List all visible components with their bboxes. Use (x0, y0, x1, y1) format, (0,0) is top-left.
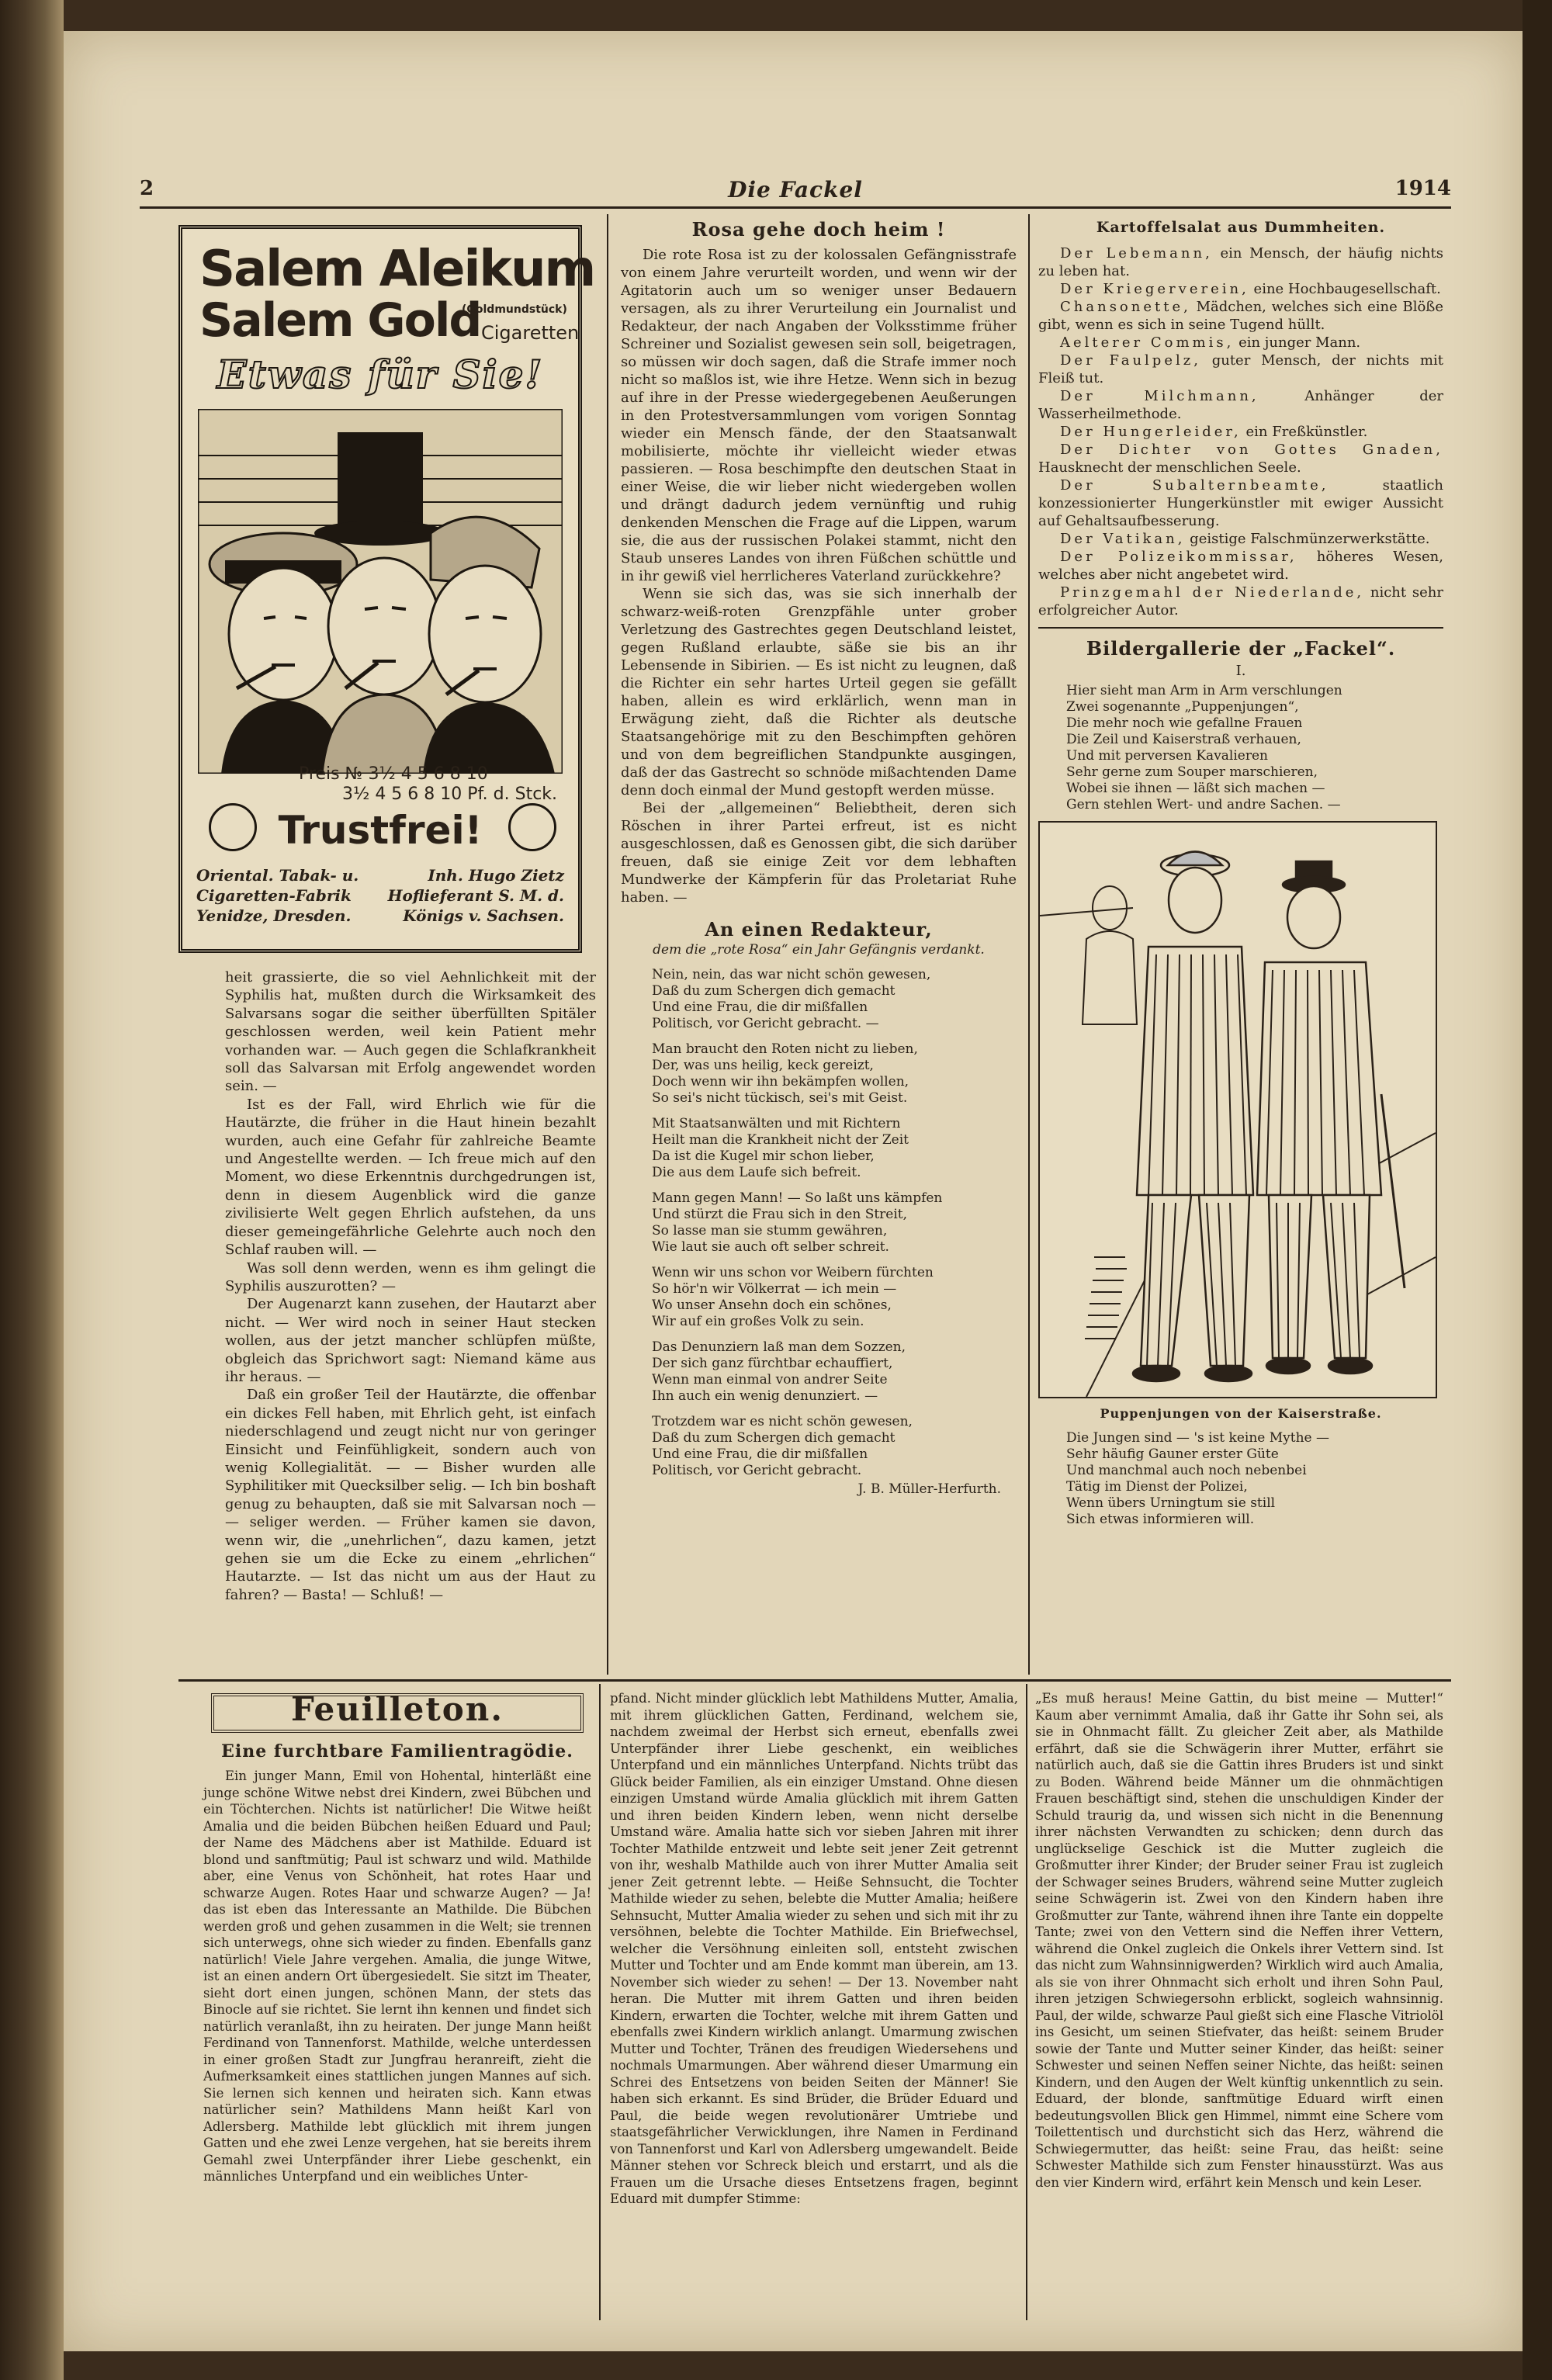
kartoffel-entry (1038, 476, 1443, 530)
three-smoking-men-illustration (198, 409, 563, 774)
feuilleton-column3 (1035, 1690, 1443, 2191)
kartoffel-entry (1038, 352, 1443, 387)
kartoffel-definition: Hausknecht der menschlichen Seele. (1038, 459, 1301, 476)
kartoffel-entry (1038, 334, 1443, 352)
kartoffel-entry (1038, 548, 1443, 584)
poem-line: Hier sieht man Arm in Arm verschlungen (1066, 683, 1342, 698)
poem-line: Doch wenn wir ihn bekämpfen wollen, (652, 1074, 909, 1090)
poem-stanza (621, 1339, 1017, 1405)
feuilleton-text: „Es muß heraus! Meine Gattin, du bist meine — Mutter!“ Kaum aber vernimmt Amalia, daß ihr Gatte ihr Sohn sei, als sie in Ohnmacht fällt. Zu gleicher Zeit aber, als Mathilde erfährt, daß sie die Schwägerin ihrer Mutter, erfährt sie natürlich auch, daß sie die Gattin ihres Bruders ist und sinkt zu Boden. Während beide Männer um die ohnmächtigen Frauen beschäftigt sind, stehen die unschuldigen Kinder der Schuld traurig da, und wissen sich nicht in die Benennung ihrer nächsten Verwandten zu schicken; denn durch das unglückselige Geschick ist die Mutter zugleich die Großmutter ihrer Kinder; der Bruder seiner Frau ist zugleich der Schwager seines Bruders, während seine Mutter zugleich seine Schwägerin ist. Zwei von den Kindern haben ihre Großmutter zur Tante, während ihnen ihre Tante ein doppelte Tante; zwei von den Vettern sind die Neffen ihrer Vettern, während die Onkel zugleich die Onkels ihrer Vettern sind. Ist das nicht zum Wahnsinnigwerden? Wirklich wird auch Amalia, als sie von ihrer Ohnmacht sich erholt und ihren Sohn Paul, ihren jetzigen Schwiegersohn erblickt, sogleich wahnsinnig. Paul, der wilde, schwarze Paul gießt sich eine Flasche Vitriolöl ins Gesicht, um seinen Stiefvater, das heißt: seinem Bruder sowie der Tante und Mutter seiner Kinder, das heißt: seiner Schwester und seinen Neffen seiner Nichte, das heißt: seinen Kindern, und den Augen der Welt künftig unkenntlich zu sein. Eduard, der blonde, sanftmütige Eduard wirft einen bedeutungsvollen Blick gen Himmel, nimmt eine Schere vom Toilettentisch und durchsticht sich das Herz, während die Schwiegermutter, das heißt: seine Frau, das heißt: seine Schwester Mathilde sich zum Fenster hinausstürzt. Was aus den vier Kindern wird, erfährt kein Mensch und kein Leser. (1035, 1691, 1443, 2190)
poem-line: Wir auf ein großes Volk zu sein. (652, 1314, 864, 1329)
page-year: 1914 (1394, 177, 1451, 200)
kartoffel-definition: ein Mensch, der häufig nichts zu leben hat. (1038, 245, 1443, 279)
kartoffel-term: Der Faulpelz, (1060, 352, 1201, 369)
poem-stanza (621, 1041, 1017, 1107)
feuilleton-title: Feuilleton. (291, 1690, 504, 1728)
poem-line: Sehr häufig Gauner erster Güte (1066, 1446, 1279, 1462)
poem-line: Nein, nein, das war nicht schön gewesen, (652, 967, 931, 982)
poem-line: Wenn wir uns schon vor Weibern fürchten (652, 1265, 934, 1280)
kartoffel-term: Der Vatikan, (1060, 531, 1186, 547)
poem-stanza (621, 1265, 1017, 1330)
bildergallerie-heading: Bildergallerie der „Fackel“. (1086, 637, 1396, 660)
ad-brand-note: (Goldmundstück) (462, 303, 567, 316)
column-rule-2 (1028, 214, 1030, 1675)
kartoffel-entry (1038, 298, 1443, 334)
poem-line: Das Denunziern laß man dem Sozzen, (652, 1339, 906, 1355)
col1-paragraph: Daß ein großer Teil der Hautärzte, die offenbar ein dickes Fell haben, mit Ehrlich geht, ist einfach niederschlagend und zeugt nicht nur von geringer Einsicht und Feinfühligkeit, sondern auch von wenig Kollegialität. — — Bisher wurden alle Syphilitiker mit Quecksilber selig. — Ich bin boshaft genug zu behaupten, daß sie mit Salvarsan noch — — seliger werden. — Früher kamen sie davon, wenn wir, die „unehrlichen“, dazu kamen, jetzt gehen sie um die Ecke zu einem „ehrlichen“ Hautarzte. — Ist das nicht um aus der Haut zu fahren? — Basta! — Schluß! — (225, 1387, 596, 1603)
poem-line: Sehr gerne zum Souper marschieren, (1066, 764, 1318, 780)
poem-line: So hör'n wir Völkerrat — ich mein — (652, 1281, 897, 1297)
kartoffel-rule (1038, 627, 1443, 629)
poem-line: Mit Staatsanwälten und mit Richtern (652, 1116, 901, 1131)
feuilleton-column2 (610, 1690, 1018, 2208)
kartoffel-term: Der Hungerleider, (1060, 424, 1242, 440)
kartoffel-term: Prinzgemahl der Niederlande, (1060, 584, 1365, 601)
ad-cigaretten: Cigaretten (481, 322, 580, 344)
header-rule (140, 206, 1451, 209)
col1-paragraph: Ist es der Fall, wird Ehrlich wie für die Hautärzte, die früher in die Haut hinein bezahlt wurden, auch eine Gefahr für zahlreiche Beamte und Angestellte werden. — Ich freue mich auf den Moment, wo diese Erkenntnis durchgedrungen ist, denn in diesem Augenblick wird die ganze zivilisierte Welt gegen Ehrlich aufstehen, da uns dieser gemeingefährliche Gelehrte auch noch den Schlaf rauben will. — (225, 1096, 596, 1259)
redakteur-signature: J. B. Müller-Herfurth. (857, 1481, 1001, 1497)
kartoffel-entry (1038, 441, 1443, 476)
poem-stanza (621, 967, 1017, 1032)
kartoffel-term: Der Polizeikommissar, (1060, 549, 1297, 565)
poem-line: Und manchmal auch noch nebenbei (1066, 1463, 1307, 1478)
kartoffel-definition: ein Freßkünstler. (1245, 424, 1368, 440)
poem-stanza (621, 1190, 1017, 1256)
redakteur-subheading: dem die „rote Rosa“ ein Jahr Gefängnis verdankt. (653, 942, 985, 958)
col1-paragraph: heit grassierte, die so viel Aehnlichkeit mit der Syphilis hat, mußten durch die Wirksamkeit des Salvarsans sogar die seither überfüllten Spitäler geschlossen werden, weil kein Patient mehr vorhanden war. — Auch gegen die Schlafkrankheit soll das Salvarsan mit Erfolg angewendet worden sein. — (225, 969, 596, 1095)
feuilleton-column1 (203, 1690, 591, 2185)
kartoffel-definition: nicht sehr erfolgreicher Autor. (1038, 584, 1443, 618)
kartoffel-term: Der Subalternbeamte, (1060, 477, 1329, 494)
right-seal-icon (508, 803, 556, 851)
poem-line: Da ist die Kugel mir schon lieber, (652, 1148, 875, 1164)
poem-line: So lasse man sie stumm gewähren, (652, 1223, 888, 1239)
poem-line: Man braucht den Roten nicht zu lieben, (652, 1041, 918, 1057)
kartoffel-heading: Kartoffelsalat aus Dummheiten. (1096, 219, 1386, 236)
redakteur-poem (621, 967, 1017, 1479)
page-edge (1523, 0, 1552, 2380)
poem-line: Sich etwas informieren will. (1066, 1512, 1255, 1527)
page-number: 2 (140, 177, 154, 200)
feuilleton-banner (211, 1690, 584, 1733)
poem-line: Politisch, vor Gericht gebracht. — (652, 1016, 879, 1031)
illustration-caption: Puppenjungen von der Kaiserstraße. (1100, 1406, 1382, 1421)
ad-price (299, 764, 557, 805)
column1-continued (225, 968, 596, 1604)
poem-line: Daß du zum Schergen dich gemacht (652, 983, 896, 999)
poem-line: Und stürzt die Frau sich in den Streit, (652, 1207, 908, 1222)
ad-price-label: Preis № (299, 764, 363, 784)
poem-line: Der sich ganz fürchtbar echauffiert, (652, 1356, 893, 1371)
masthead-title: Die Fackel (728, 177, 863, 203)
kartoffel-definition: Anhänger der Wasserheilmethode. (1038, 388, 1443, 422)
poem-line: Gern stehlen Wert- und andre Sachen. — (1066, 797, 1341, 812)
bildergallerie-numeral: I. (1235, 663, 1246, 679)
poem-stanza (621, 1116, 1017, 1181)
poem-line: Mann gegen Mann! — So laßt uns kämpfen (652, 1190, 943, 1206)
poem-line: Wo unser Ansehn doch ein schönes, (652, 1297, 892, 1313)
rosa-paragraph: Wenn sie sich das, was sie sich innerhalb der schwarz-weiß-roten Grenzpfähle unter grober Verletzung des Gastrechtes gegen Deutschland leistet, gegen Rußland erlaubte, säße sie bis an ihr Lebensende in Sibirien. — Es ist nicht zu leugnen, daß die Richter ein sehr hartes Urteil gegen sie gefällt haben, allein es wird erklärlich, wenn man in Erwägung zieht, daß die Richter als deutsche Staatsangehörige mit zu den Beschimpften gehören und von dem begreiflichen Standpunkte ausgingen, daß der das Gastrecht so schnöde mißachtenden Dame denn doch einmal der Mund gestopft werden müsse. (621, 586, 1017, 799)
kartoffel-entry (1038, 530, 1443, 548)
poem-line: Die Zeil und Kaiserstraß verhauen, (1066, 732, 1301, 747)
ad-slogan: Etwas für Sie! (217, 352, 544, 397)
kartoffel-term: Der Lebemann, (1060, 245, 1213, 262)
puppenjungen-illustration (1038, 821, 1437, 1398)
kartoffel-term: Aelterer Commis, (1060, 334, 1235, 351)
poem-line: Und eine Frau, die dir mißfallen (652, 1446, 868, 1462)
poem-line: Daß du zum Schergen dich gemacht (652, 1430, 896, 1446)
kartoffel-definition: Mädchen, welches sich eine Blöße gibt, wenn es sich in seine Tugend hüllt. (1038, 299, 1443, 333)
feuilleton-text: pfand. Nicht minder glücklich lebt Mathildens Mutter, Amalia, mit ihrem glücklichen Gatten, Ferdinand, welchem sie, nachdem zweimal der Herbst sich erneut, ebenfalls zwei Unterpfänder ihrer Liebe geschenkt, ein weibliches Unterpfand und ein männliches Unterpfand. Nichts trübt das Glück beider Familien, als ein einziger Umstand. Ohne diesen einzigen Umstand würde Amalia glücklich mit ihrem Gatten und ihren beiden Kindern leben, wenn nicht derselbe Umstand wäre. Amalia hatte sich vor sieben Jahren mit ihrer Tochter Mathilde entzweit und lebte seit jener Zeit getrennt von ihr, weshalb Mathilde auch von ihrer Mutter Amalia seit jener Zeit getrennt lebte. — Heiße Sehnsucht, die Tochter Mathilde wieder zu sehen, belebte die Mutter Amalia; heißere Sehnsucht, Mutter Amalia wieder zu sehen und sich mit ihr zu versöhnen, belebte die Tochter Mathilde. Ein Briefwechsel, welcher die Versöhnung einleiten soll, entsteht zwischen Mutter und Tochter und am Ende kommt man überein, am 13. November sich wieder zu sehen! — Der 13. November naht heran. Die Mutter mit ihrem Gatten und ihren beiden Kindern, erwarten die Tochter, welche mit ihrem Gatten und ebenfalls zwei Kindern wirklich anlangt. Umarmung zwischen Mutter und Tochter, Tränen des freudigen Wiedersehens und nochmals Umarmungen. Aber während dieser Umarmung ein Schrei des Entsetzens von beiden Seiten der Männer! Sie haben sich erkannt. Es sind Brüder, die Brüder Eduard und Paul, die beide wegen revolutionärer Umtriebe und staatsgefährlicher Verwicklungen, ihre Namen in Ferdinand von Tannenforst und Karl von Adlersberg umgewandelt. Beide Männer stehen vor Schreck bleich und erstarrt, und als die Frauen um die Ursache dieses Entsetzens fragen, beginnt Eduard mit dumpfer Stimme: (610, 1691, 1018, 2206)
col1-paragraph: Was soll denn werden, wenn es ihm gelingt die Syphilis auszurotten? — (225, 1259, 596, 1294)
feuilleton-column-rule-1 (599, 1684, 601, 2320)
bildergallerie-poem (1038, 683, 1443, 813)
poem-line: Trotzdem war es nicht schön gewesen, (652, 1414, 913, 1429)
ad-price-row2: 3½ 4 5 6 8 10 Pf. d. Stck. (342, 785, 558, 804)
rosa-heading: Rosa gehe doch heim ! (691, 218, 946, 241)
poem-line: Tätig im Dienst der Polizei, (1066, 1479, 1248, 1495)
kartoffel-definition: ein junger Mann. (1238, 334, 1361, 351)
poem-line: Die Jungen sind — 's ist keine Mythe — (1066, 1430, 1330, 1446)
poem-line: Ihn auch ein wenig denunziert. — (652, 1388, 878, 1404)
kartoffel-list (1038, 244, 1443, 619)
kartoffel-entry (1038, 387, 1443, 423)
ad-price-row1: 3½ 4 5 6 8 10 (368, 764, 488, 784)
kartoffel-definition: guter Mensch, der nichts mit Fleiß tut. (1038, 352, 1443, 386)
poem-line: Heilt man die Krankheit nicht der Zeit (652, 1132, 909, 1148)
salem-aleikum-advertisement (178, 225, 595, 953)
bildergallerie-poem2 (1038, 1430, 1443, 1528)
kartoffel-term: Der Kriegerverein, (1060, 281, 1249, 297)
kartoffel-term: Der Milchmann, (1060, 388, 1259, 404)
feuilleton-rule (178, 1679, 1451, 1682)
feuilleton-heading: Eine furchtbare Familientragödie. (221, 1741, 573, 1762)
poem-line: Politisch, vor Gericht gebracht. (652, 1463, 862, 1478)
ad-company-left: Oriental. Tabak- u. Cigaretten-Fabrik Yenidze, Dresden. (196, 866, 359, 925)
kartoffel-definition: geistige Falschmünzerwerkstätte. (1190, 531, 1430, 547)
ad-brand-line1: Salem Aleikum (199, 241, 595, 298)
poem-line: Wenn übers Urningtum sie still (1066, 1495, 1276, 1511)
kartoffel-term: Chansonette, (1060, 299, 1191, 315)
column3 (1038, 217, 1443, 1537)
poem-line: Und mit perversen Kavalieren (1066, 748, 1268, 764)
page-header (140, 177, 1451, 210)
poem-line: Zwei sogenannte „Puppenjungen“, (1066, 699, 1299, 715)
kartoffel-entry (1038, 280, 1443, 298)
column-rule-1 (607, 214, 608, 1675)
ad-trustfrei: Trustfrei! (278, 808, 483, 853)
feuilleton-text: Ein junger Mann, Emil von Hohental, hinterläßt eine junge schöne Witwe nebst drei Kindern, zwei Bübchen und ein Töchterchen. Nichts ist natürlicher! Die Witwe heißt Amalia und die beiden Bübchen heißen Eduard und Paul; der Name des Mädchens aber ist Mathilde. Eduard ist blond und sanftmütig; Paul ist schwarz und wild. Mathilde aber, eine Venus von Schönheit, hat rotes Haar und schwarze Augen. Rotes Haar und schwarze Augen? — Ja! das ist eben das Interessante an Mathilde. Die Bübchen werden groß und gehen zusammen in die Welt; sie trennen sich unterwegs, ohne sich wieder zu finden. Ebenfalls ganz natürlich! Viele Jahre vergehen. Amalia, die junge Witwe, ist an einen andern Ort übergesiedelt. Sie sitzt im Theater, sieht dort einen jungen, schönen Mann, der stets das Binocle auf sie richtet. Sie lernt ihn kennen und findet sich natürlich veranlaßt, ihn zu heiraten. Der junge Mann heißt Ferdinand von Tannenforst. Mathilde, welche unterdessen in einer großen Stadt zur Jungfrau heranreift, zieht die Aufmerksamkeit eines stattlichen jungen Mannes auf sich. Sie lernen sich kennen und heiraten sich. Kann etwas natürlicher sein? Mathildens Mann heißt Karl von Adlersberg. Mathilde lebt glücklich mit ihrem jungen Gatten und ehe zwei Lenze vergehen, hat sie bereits ihrem Gemahl zwei Unterpfänder ihrer Liebe geschenkt, ein männliches Unterpfand und ein weibliches Unter- (203, 1769, 591, 2184)
poem-line: Wie laut sie auch oft selber schreit. (652, 1239, 889, 1255)
poem-line: Und eine Frau, die dir mißfallen (652, 999, 868, 1015)
rosa-paragraph: Die rote Rosa ist zu der kolossalen Gefängnisstrafe von einem Jahre verurteilt worden, und wenn wir der Agitatorin auch um so weniger unser Bedauern versagen, als zu ihrer Verurteilung ein Journalist und Redakteur, der nach Angaben der Volksstimme früher Schreiner und Sozialist gewesen sein soll, beigetragen, so müssen wir doch sagen, daß die Strafe immer noch nicht so maßlos ist, wie ihre Hetze. Wenn sich in bezug auf ihre in der Presse wiedergegebenen Aeußerungen in den Protestversammlungen vom vorigen Sonntag wieder ein Mensch fände, der den Staatsanwalt mobilisierte, möchte ihr vielleicht wieder etwas passieren. — Rosa beschimpfte den deutschen Staat in einer Weise, die wir lieber nicht wiedergeben wollen und drängt dadurch jedem vernünftig und ruhig denkenden Menschen die Frage auf die Lippen, warum sie, die aus der russischen Polakei stammt, nicht den Staub unseres Landes von ihren Füßchen schüttle und in ihr gewiß viel herrlicheres Vaterland zurückkehre? (621, 247, 1017, 584)
book-binding (0, 0, 64, 2380)
feuilleton-column-rule-2 (1026, 1684, 1027, 2320)
kartoffel-definition: staatlich konzessionierter Hungerkünstler mit ewiger Aussicht auf Gehaltsaufbesserung. (1038, 477, 1443, 529)
poem-line: So sei's nicht tückisch, sei's mit Geist. (652, 1090, 908, 1106)
ad-company-right: Inh. Hugo Zietz Hoflieferant S. M. d. Königs v. Sachsen. (387, 866, 564, 925)
kartoffel-term: Der Dichter von Gottes Gnaden, (1060, 442, 1443, 458)
poem-line: Wobei sie ihnen — läßt sich machen — (1066, 781, 1325, 796)
poem-line: Die aus dem Laufe sich befreit. (652, 1165, 861, 1180)
redakteur-heading: An einen Redakteur, (705, 918, 933, 941)
kartoffel-definition: eine Hochbaugesellschaft. (1253, 281, 1441, 297)
ad-brand-line2: Salem Gold (199, 293, 481, 348)
col1-paragraph: Der Augenarzt kann zusehen, der Hautarzt aber nicht. — Wer wird noch in seiner Haut stecken wollen, aus der jetzt mancher schlüpfen müßte, obgleich das Sprichwort sagt: Niemand käme aus ihr heraus. — (225, 1296, 596, 1385)
column2 (621, 217, 1017, 1498)
kartoffel-entry (1038, 244, 1443, 280)
poem-line: Die mehr noch wie gefallne Frauen (1066, 715, 1303, 731)
kartoffel-entry (1038, 584, 1443, 619)
kartoffel-entry (1038, 423, 1443, 441)
kartoffel-definition: höheres Wesen, welches aber nicht angebetet wird. (1038, 549, 1443, 583)
rosa-paragraph: Bei der „allgemeinen“ Beliebtheit, deren sich Röschen in ihrer Partei erfreut, ist es nicht ausgeschlossen, daß es Genossen gibt, die sich darüber freuen, daß sie einige Zeit vor dem lebhaften Mundwerke der Kämpferin für das Proletariat Ruhe haben. — (621, 800, 1017, 906)
poem-line: Der, was uns heilig, keck gereizt, (652, 1058, 874, 1073)
poem-stanza (621, 1414, 1017, 1479)
poem-line: Wenn man einmal von andrer Seite (652, 1372, 888, 1387)
